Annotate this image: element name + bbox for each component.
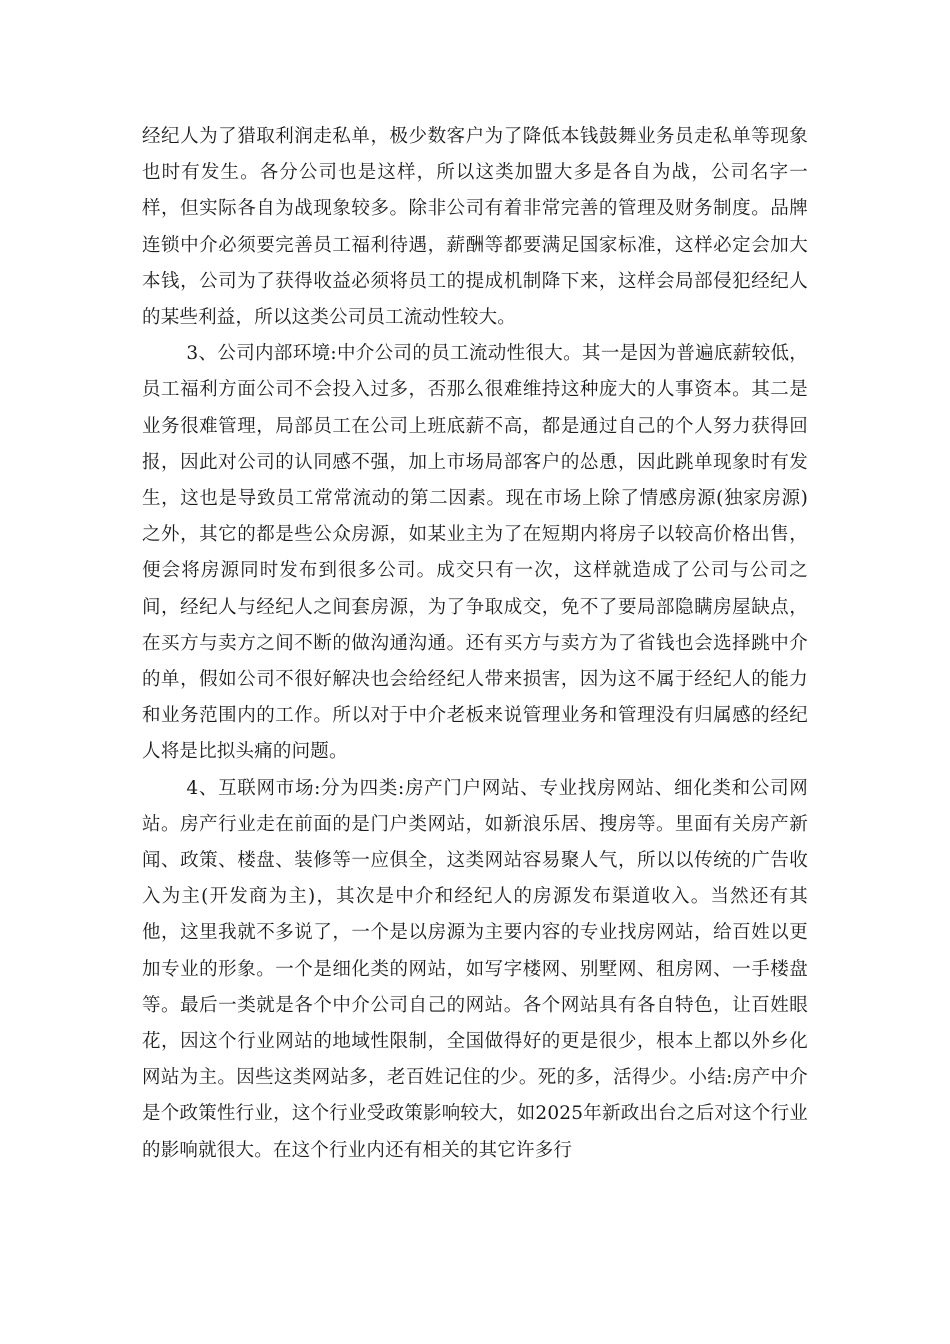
paragraph-internal-environment: 3、公司内部环境:中介公司的员工流动性很大。其一是因为普遍底薪较低，员工福利方面公司不会投入过多，否那么很难维持这种庞大的人事资本。其二是业务很难管理，局部员工在公司上班底薪不高，都是通过自己的个人努力获得回报，因此对公司的认同感不强，加上市场局部客户的怂恿，因此跳单现象时有发生，这也是导致员工常常流动的第二因素。现在市场上除了情感房源(独家房源)之外，其它的都是些公众房源，如某业主为了在短期内将房子以较高价格出售，便会将房源同时发布到很多公司。成交只有一次，这样就造成了公司与公司之间，经纪人与经纪人之间套房源，为了争取成交，免不了要局部隐瞒房屋缺点，在买方与卖方之间不断的做沟通沟通。还有买方与卖方为了省钱也会选择跳中介的单，假如公司不很好解决也会给经纪人带来损害，因为这不属于经纪人的能力和业务范围内的工作。所以对于中介老板来说管理业务和管理没有归属感的经纪人将是比拟头痛的问题。	[142, 343, 808, 763]
paragraph-continuation: 经纪人为了猎取利润走私单，极少数客户为了降低本钱鼓舞业务员走私单等现象也时有发生。各分公司也是这样，所以这类加盟大多是各自为战，公司名字一样，但实际各自为战现象较多。除非公司有着非常完善的管理及财务制度。品牌连锁中介必须要完善员工福利待遇，薪酬等都要满足国家标准，这样必定会加大本钱，公司为了获得收益必须将员工的提成机制降下来，这样会局部侵犯经纪人的某些利益，所以这类公司员工流动性较大。	[142, 126, 808, 329]
paragraph-internet-market: 4、互联网市场:分为四类:房产门户网站、专业找房网站、细化类和公司网站。房产行业走在前面的是门户类网站，如新浪乐居、搜房等。里面有关房产新闻、政策、楼盘、装修等一应俱全，这类网站容易聚人气，所以以传统的广告收入为主(开发商为主)，其次是中介和经纪人的房源发布渠道收入。当然还有其他，这里我就不多说了，一个是以房源为主要内容的专业找房网站，给百姓以更加专业的形象。一个是细化类的网站，如写字楼网、别墅网、租房网、一手楼盘等。最后一类就是各个中介公司自己的网站。各个网站具有各自特色，让百姓眼花，因这个行业网站的地域性限制，全国做得好的更是很少，根本上都以外乡化网站为主。因些这类网站多，老百姓记住的少。死的多，活得少。小结:房产中介是个政策性行业，这个行业受政策影响较大，如2025年新政出台之后对这个行业的影响就很大。在这个行业内还有相关的其它许多行	[142, 777, 808, 1161]
body-text	[142, 119, 808, 1169]
